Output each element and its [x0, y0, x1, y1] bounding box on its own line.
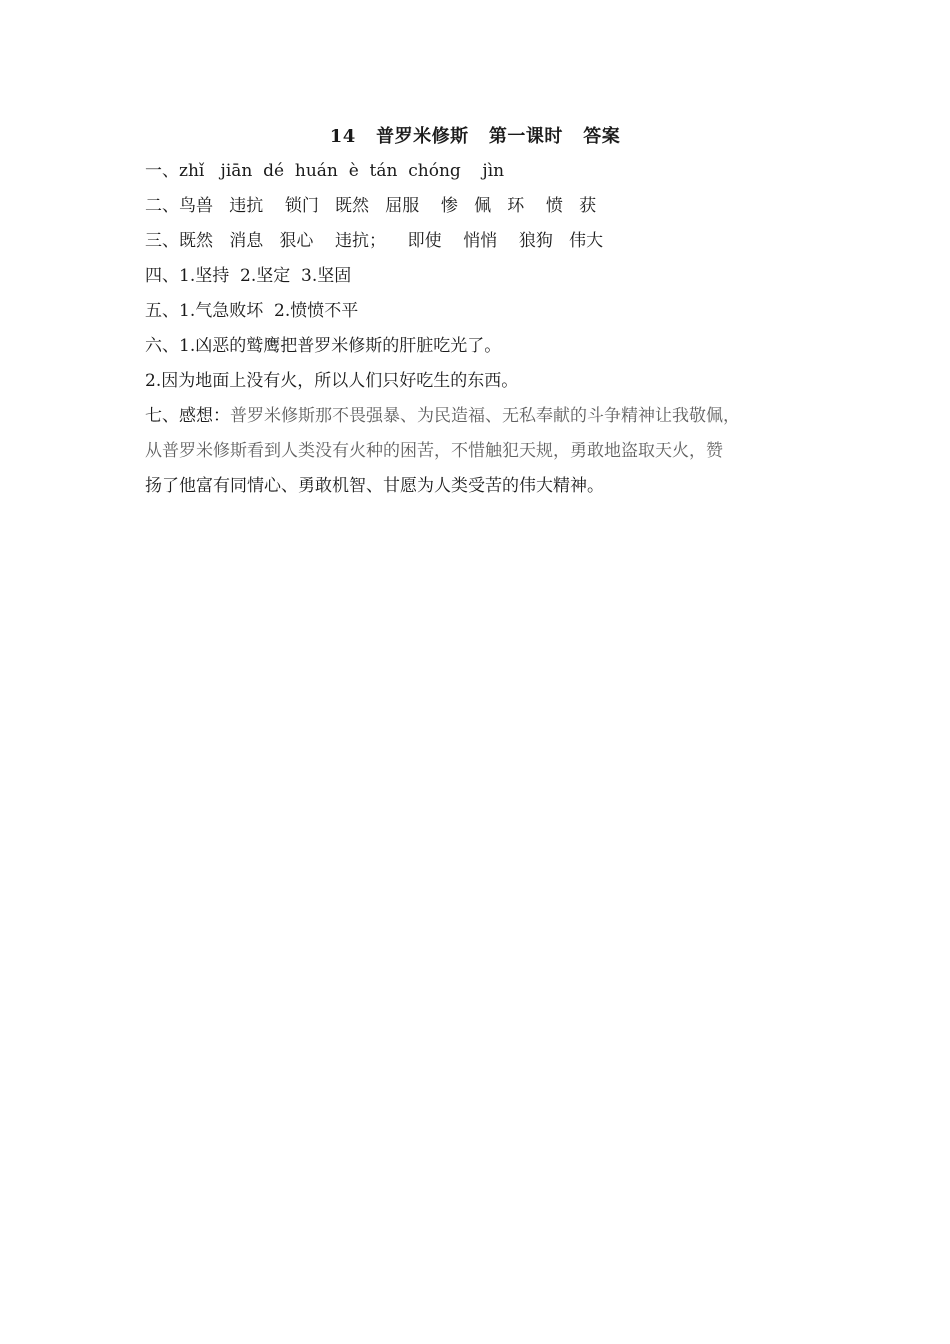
answer-q7-text-1: 普罗米修斯那不畏强暴、为民造福、无私奉献的斗争精神让我敬佩， [230, 406, 740, 426]
answer-q7-line3: 扬了他富有同情心、勇敢机智、甘愿为人类受苦的伟大精神。 [145, 476, 604, 496]
answer-q4: 四、1.坚持 2.坚定 3.坚固 [145, 266, 352, 286]
answer-q6-part2: 2.因为地面上没有火，所以人们只好吃生的东西。 [145, 371, 519, 391]
answer-q2: 二、鸟兽 违抗 锁门 既然 屈服 惨 佩 环 愤 获 [145, 196, 597, 216]
answer-q7-label: 七、感想： [145, 406, 230, 426]
answer-q3: 三、既然 消息 狠心 违抗； 即使 悄悄 狼狗 伟大 [145, 231, 604, 251]
page-title: 14 普罗米修斯 第一课时 答案 [329, 126, 621, 147]
answer-q6-part1: 六、1.凶恶的鹫鹰把普罗米修斯的肝脏吃光了。 [145, 336, 502, 356]
answer-q7-line1 [145, 405, 740, 427]
answer-q7-line2: 从普罗米修斯看到人类没有火种的困苦，不惜触犯天规，勇敢地盗取天火，赞 [145, 441, 723, 461]
answer-q1-pinyin: 一、zhǐ jiān dé huán è tán chóng jìn [145, 161, 505, 181]
answer-q5: 五、1.气急败坏 2.愤愤不平 [145, 301, 359, 321]
